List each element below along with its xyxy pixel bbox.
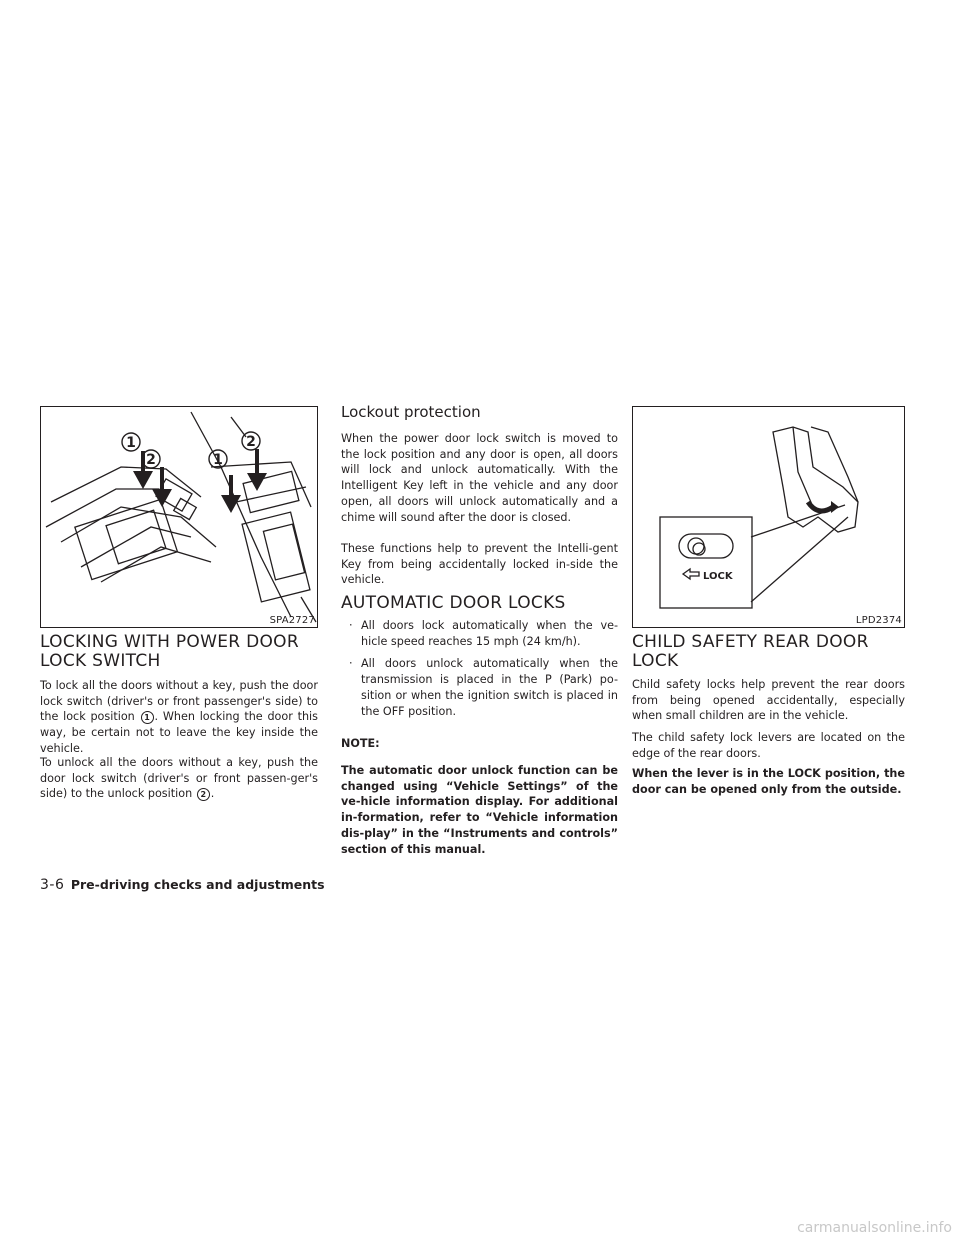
list-item-text: All doors unlock automatically when the transmission is placed in the P (Park) po-sition or when the ignition switch is placed in the OFF position. [361, 657, 618, 718]
figure-child-safety-lock [632, 406, 905, 628]
paragraph-child-lock-3: When the lever is in the LOCK position, the door can be opened only from the outside. [632, 767, 905, 796]
callout-1: 1 [126, 435, 136, 451]
text-span: To unlock all the doors without a key, push the door lock switch (driver's or front passen-ger's side) to the unlock position [40, 756, 318, 801]
list-item [341, 618, 618, 649]
heading-locking-power-door: LOCKING WITH POWER DOOR LOCK SWITCH [40, 632, 299, 671]
watermark-logo: carmanualsonline.info [797, 1220, 952, 1236]
bullet-mark: · [349, 657, 353, 671]
figure-power-door-lock-switch [40, 406, 318, 628]
text-span: To lock all the doors without a key, push the door lock switch (driver's or front passenger's side) to the lock position [40, 679, 318, 724]
callout-1-icon: 1 [141, 711, 154, 724]
text-span: . When locking the door this way, be certain not to leave the key inside the vehicle. [40, 710, 318, 755]
figure-label: SPA2727 [269, 615, 315, 626]
child-lock-illustration [633, 407, 904, 627]
heading-automatic-door-locks: AUTOMATIC DOOR LOCKS [341, 593, 566, 613]
paragraph-child-lock-2: The child safety lock levers are located on the edge of the rear doors. [632, 731, 905, 760]
door-lock-switch-illustration [41, 407, 317, 627]
callout-1b: 1 [213, 452, 223, 468]
lock-label: LOCK [703, 571, 733, 582]
callout-2: 2 [146, 452, 156, 468]
note-label: NOTE: [341, 737, 380, 750]
heading-child-safety-lock: CHILD SAFETY REAR DOOR LOCK [632, 632, 869, 671]
callout-2-icon: 2 [197, 788, 210, 801]
page-number: 3-6 [40, 877, 65, 893]
auto-lock-list [341, 618, 618, 726]
figure-label: LPD2374 [855, 615, 902, 626]
page-footer [40, 877, 325, 893]
paragraph-child-lock-1: Child safety locks help prevent the rear doors from being opened accidentally, especially when small children are in the vehicle. [632, 678, 905, 723]
list-item [341, 656, 618, 719]
subheading-lockout-protection: Lockout protection [341, 403, 481, 421]
note-text: The automatic door unlock function can be changed using “Vehicle Settings” of the ve-hicle information display. For additional in-formation, refer to “Vehicle information dis-play” in the “Instruments and controls” section of this manual. [341, 764, 618, 856]
paragraph-unlock-doors [40, 755, 318, 802]
callout-2b: 2 [246, 434, 256, 450]
paragraph-lock-doors [40, 678, 318, 757]
section-title: Pre-driving checks and adjustments [70, 877, 325, 892]
paragraph-lockout-1: When the power door lock switch is moved to the lock position and any door is open, all doors will lock and unlock automatically. With the Intelligent Key left in the vehicle and any door open, all doors will unlock automatically and a chime will sound after the door is closed. [341, 432, 618, 524]
list-item-text: All doors lock automatically when the ve-hicle speed reaches 15 mph (24 km/h). [361, 619, 618, 648]
paragraph-lockout-2: These functions help to prevent the Intelli-gent Key from being accidentally locked in-side the vehicle. [341, 542, 618, 587]
bullet-mark: · [349, 619, 353, 632]
text-span: . [210, 787, 215, 801]
